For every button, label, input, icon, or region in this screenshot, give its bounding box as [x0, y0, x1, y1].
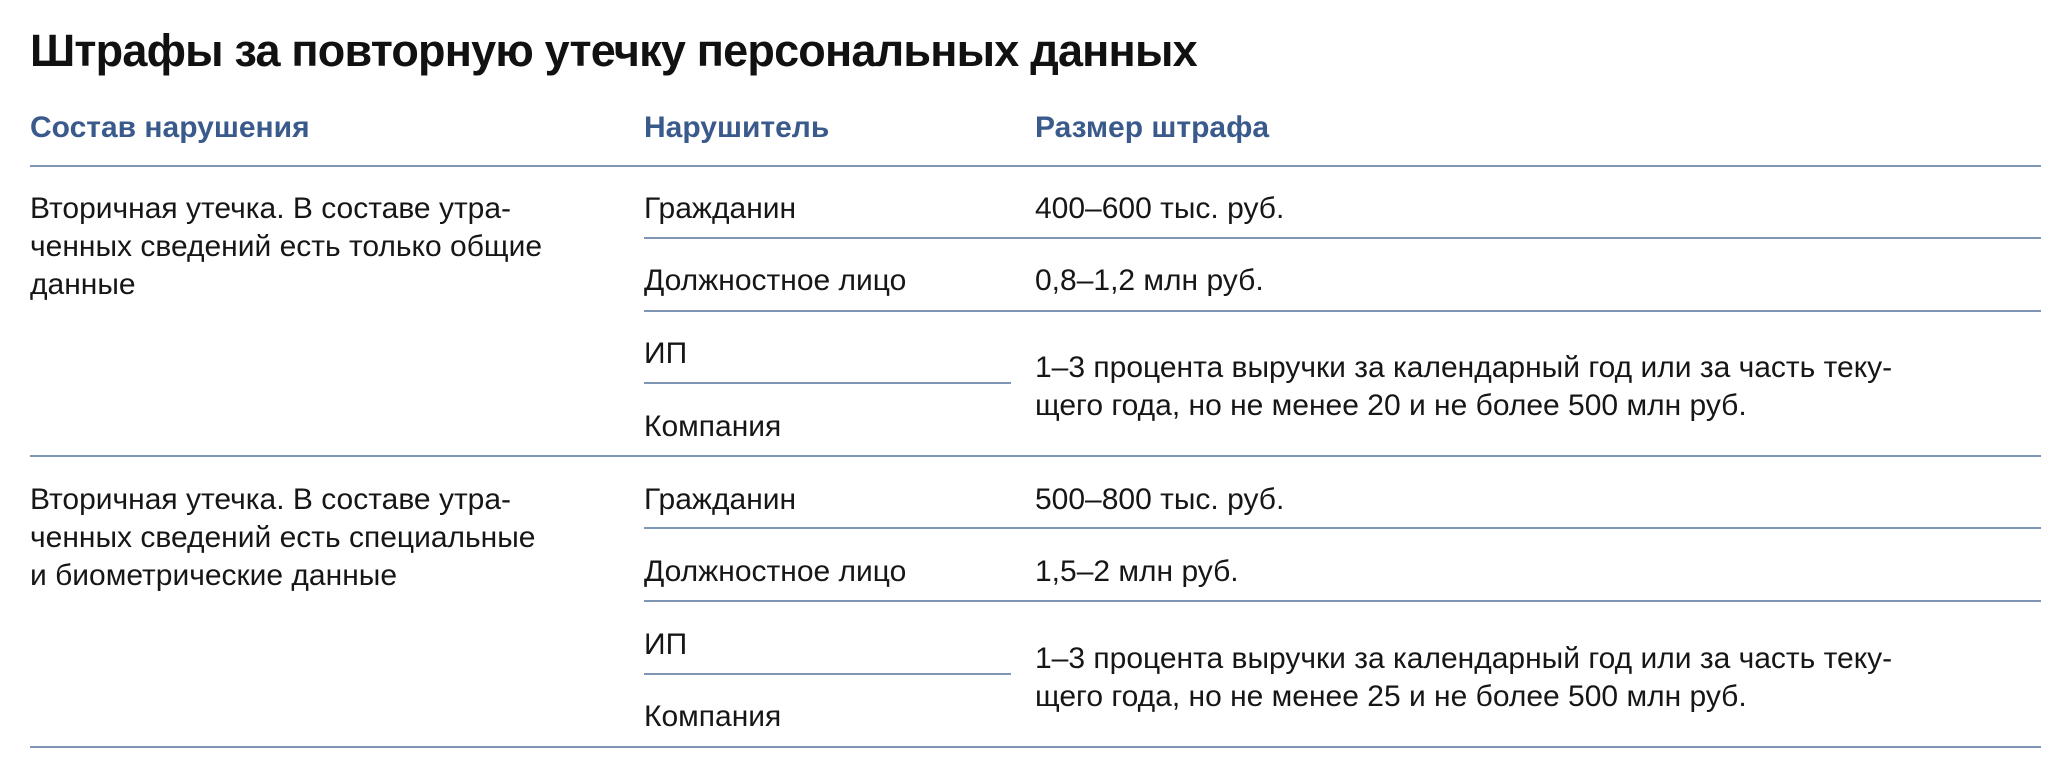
composition-line: Вторичная утечка. В составе утра-	[30, 192, 512, 225]
fine-cell: 0,8–1,2 млн руб.	[1035, 264, 1264, 297]
fine-line: щего года, но не менее 20 и не более 500 млн руб.	[1035, 389, 1747, 422]
violator-cell: ИП	[644, 337, 688, 370]
composition-line: данные	[30, 268, 136, 301]
fines-table-page	[30, 0, 2041, 777]
column-header-fine: Размер штрафа	[1035, 111, 1270, 144]
fine-cell: 1,5–2 млн руб.	[1035, 555, 1239, 588]
composition-line: и биометрические данные	[30, 559, 398, 592]
row-divider	[644, 382, 1011, 384]
fine-line: 1–3 процента выручки за календарный год или за часть теку-	[1035, 351, 1893, 384]
violator-cell: Гражданин	[644, 483, 797, 516]
violator-cell: ИП	[644, 628, 688, 661]
row-divider	[644, 527, 2041, 529]
violator-cell: Компания	[644, 700, 782, 733]
header-divider	[30, 165, 2041, 167]
violator-cell: Гражданин	[644, 192, 797, 225]
fine-cell: 500–800 тыс. руб.	[1035, 483, 1285, 516]
fine-line: 1–3 процента выручки за календарный год или за часть теку-	[1035, 642, 1893, 675]
violator-cell: Должностное лицо	[644, 264, 907, 297]
row-divider	[644, 310, 2041, 312]
composition-line: ченных сведений есть специальные	[30, 521, 536, 554]
row-divider	[644, 673, 1011, 675]
fine-cell: 400–600 тыс. руб.	[1035, 192, 1285, 225]
composition-line: ченных сведений есть только общие	[30, 230, 543, 263]
fine-line: щего года, но не менее 25 и не более 500 млн руб.	[1035, 680, 1747, 713]
row-divider	[644, 600, 2041, 602]
violator-cell: Компания	[644, 410, 782, 443]
page-title: Штрафы за повторную утечку персональных данных	[30, 25, 1197, 76]
group-divider	[30, 455, 2041, 457]
violator-cell: Должностное лицо	[644, 555, 907, 588]
row-divider	[644, 237, 2041, 239]
column-header-composition: Состав нарушения	[30, 111, 310, 144]
table-bottom-border	[30, 746, 2041, 748]
composition-line: Вторичная утечка. В составе утра-	[30, 483, 512, 516]
column-header-violator: Нарушитель	[644, 111, 830, 144]
